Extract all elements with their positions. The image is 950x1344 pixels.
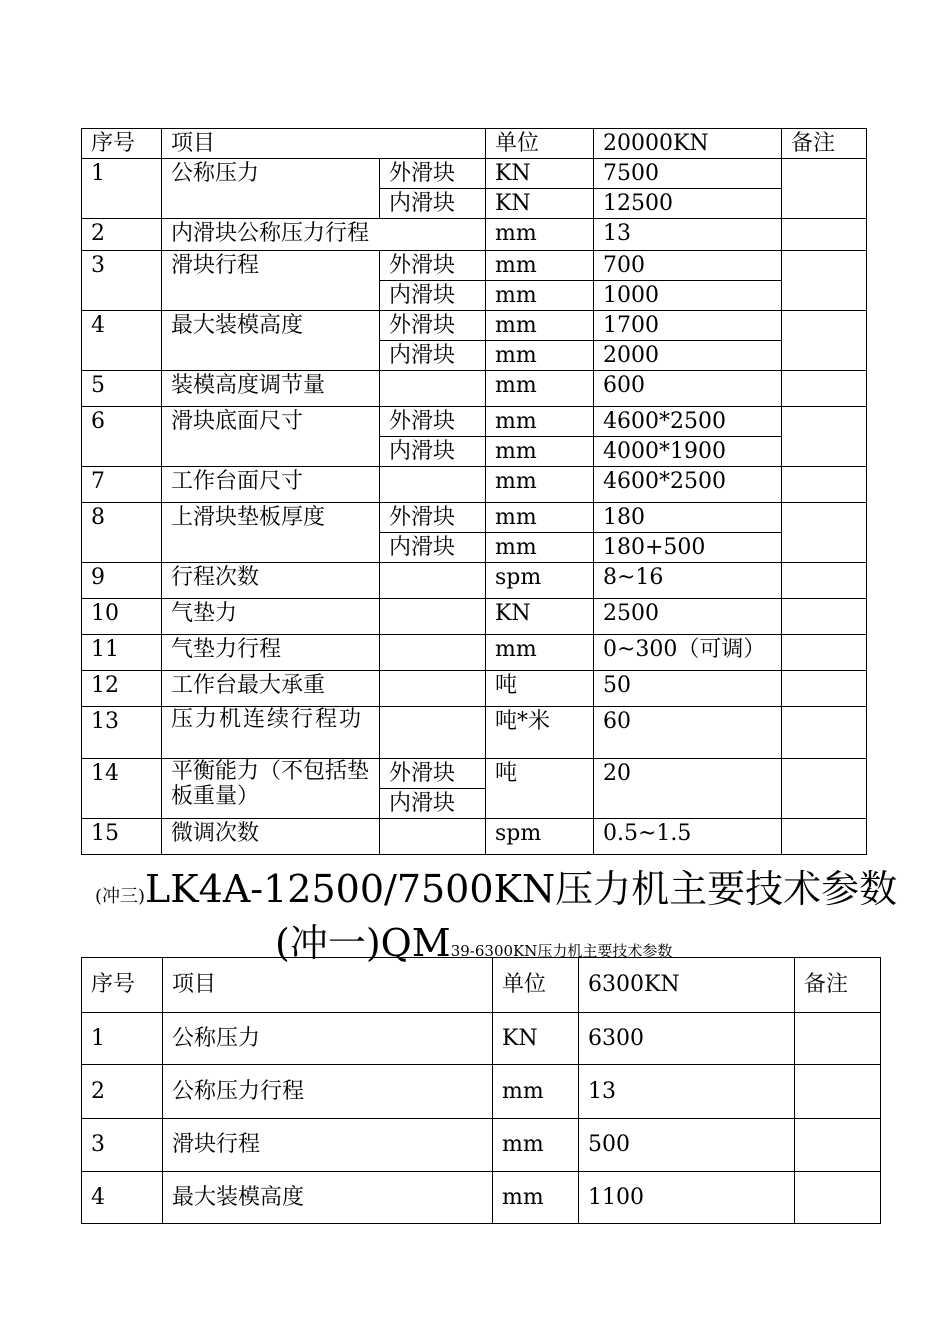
row-unit: 吨 bbox=[486, 671, 594, 707]
row-value: 2000 bbox=[594, 341, 782, 371]
row-no: 10 bbox=[82, 599, 162, 635]
row-remark bbox=[782, 467, 867, 503]
row-unit: mm bbox=[486, 341, 594, 371]
sub-inner: 内滑块 bbox=[380, 789, 486, 819]
row-no: 2 bbox=[82, 219, 162, 251]
row-unit: mm bbox=[486, 407, 594, 437]
row-value: 12500 bbox=[594, 189, 782, 219]
row-no: 7 bbox=[82, 467, 162, 503]
row-value: 50 bbox=[594, 671, 782, 707]
row-sub bbox=[380, 819, 486, 855]
table-row bbox=[82, 1172, 881, 1224]
row-item: 上滑块垫板厚度 bbox=[162, 503, 380, 563]
row-unit: mm bbox=[493, 1172, 579, 1224]
header-value: 6300KN bbox=[579, 958, 795, 1013]
row-remark bbox=[782, 159, 867, 219]
row-no: 9 bbox=[82, 563, 162, 599]
row-item: 滑块底面尺寸 bbox=[162, 407, 380, 467]
row-no: 14 bbox=[82, 759, 162, 819]
row-no: 3 bbox=[82, 1119, 163, 1172]
row-unit: mm bbox=[486, 311, 594, 341]
row-value: 7500 bbox=[594, 159, 782, 189]
sub-inner: 内滑块 bbox=[380, 533, 486, 563]
table-row bbox=[82, 759, 867, 789]
title-prefix: (冲三) bbox=[95, 886, 146, 907]
row-item: 平衡能力（不包括垫板重量） bbox=[162, 759, 380, 819]
row-value: 13 bbox=[579, 1065, 795, 1119]
row-value: 180+500 bbox=[594, 533, 782, 563]
row-remark bbox=[782, 407, 867, 467]
row-value: 20 bbox=[594, 759, 782, 819]
row-item: 工作台面尺寸 bbox=[162, 467, 380, 503]
row-remark bbox=[795, 1065, 881, 1119]
row-remark bbox=[782, 311, 867, 371]
table-row bbox=[82, 599, 867, 635]
row-unit: KN bbox=[486, 159, 594, 189]
row-remark bbox=[782, 759, 867, 819]
header-no: 序号 bbox=[82, 129, 162, 159]
row-unit: mm bbox=[493, 1065, 579, 1119]
header-value: 20000KN bbox=[594, 129, 782, 159]
row-item: 压力机连续行程功 bbox=[162, 707, 380, 759]
row-remark bbox=[782, 219, 867, 251]
row-value: 700 bbox=[594, 251, 782, 281]
table-row bbox=[82, 251, 867, 281]
row-remark bbox=[782, 503, 867, 563]
row-item: 最大装模高度 bbox=[163, 1172, 493, 1224]
press-spec-table-6300kn bbox=[81, 957, 881, 1224]
table-row bbox=[82, 407, 867, 437]
row-unit: KN bbox=[486, 599, 594, 635]
row-remark bbox=[782, 707, 867, 759]
sub-inner: 内滑块 bbox=[380, 189, 486, 219]
row-sub bbox=[380, 707, 486, 759]
row-no: 11 bbox=[82, 635, 162, 671]
header-item: 项目 bbox=[162, 129, 486, 159]
row-value: 0.5~1.5 bbox=[594, 819, 782, 855]
table-row bbox=[82, 219, 867, 251]
header-unit: 单位 bbox=[486, 129, 594, 159]
table-row bbox=[82, 1013, 881, 1065]
row-item: 微调次数 bbox=[162, 819, 380, 855]
title-suffix: 39-6300KN压力机主要技术参数 bbox=[450, 942, 673, 960]
header-no: 序号 bbox=[82, 958, 163, 1013]
row-item: 公称压力行程 bbox=[163, 1065, 493, 1119]
row-unit: mm bbox=[486, 533, 594, 563]
row-unit: spm bbox=[486, 563, 594, 599]
sub-inner: 内滑块 bbox=[380, 341, 486, 371]
row-no: 8 bbox=[82, 503, 162, 563]
row-item: 滑块行程 bbox=[162, 251, 380, 311]
row-value: 4600*2500 bbox=[594, 407, 782, 437]
row-sub bbox=[380, 599, 486, 635]
row-no: 4 bbox=[82, 1172, 163, 1224]
row-remark bbox=[795, 1119, 881, 1172]
row-no: 1 bbox=[82, 159, 162, 219]
row-item: 气垫力 bbox=[162, 599, 380, 635]
row-unit: mm bbox=[486, 635, 594, 671]
table-row bbox=[82, 635, 867, 671]
row-unit: spm bbox=[486, 819, 594, 855]
row-unit: mm bbox=[486, 251, 594, 281]
table-row bbox=[82, 503, 867, 533]
sub-outer: 外滑块 bbox=[380, 251, 486, 281]
row-remark bbox=[782, 635, 867, 671]
row-no: 3 bbox=[82, 251, 162, 311]
row-value: 13 bbox=[594, 219, 782, 251]
row-no: 13 bbox=[82, 707, 162, 759]
row-unit: mm bbox=[486, 371, 594, 407]
row-no: 15 bbox=[82, 819, 162, 855]
table-row bbox=[82, 707, 867, 759]
row-value: 0~300（可调） bbox=[594, 635, 782, 671]
row-item: 公称压力 bbox=[163, 1013, 493, 1065]
row-sub bbox=[380, 563, 486, 599]
row-value: 1700 bbox=[594, 311, 782, 341]
table-row bbox=[82, 159, 867, 189]
header-remark: 备注 bbox=[782, 129, 867, 159]
table-row bbox=[82, 1119, 881, 1172]
row-value: 4600*2500 bbox=[594, 467, 782, 503]
row-remark bbox=[795, 1013, 881, 1065]
sub-outer: 外滑块 bbox=[380, 159, 486, 189]
row-unit: mm bbox=[486, 281, 594, 311]
sub-outer: 外滑块 bbox=[380, 311, 486, 341]
row-remark bbox=[782, 819, 867, 855]
title-main: (冲一)QM bbox=[275, 921, 451, 965]
sub-inner: 内滑块 bbox=[380, 437, 486, 467]
table-header-row bbox=[82, 958, 881, 1013]
row-sub bbox=[380, 671, 486, 707]
row-value: 1000 bbox=[594, 281, 782, 311]
table-row bbox=[82, 371, 867, 407]
table-row bbox=[82, 467, 867, 503]
row-item: 公称压力 bbox=[162, 159, 380, 219]
row-value: 8~16 bbox=[594, 563, 782, 599]
row-item: 气垫力行程 bbox=[162, 635, 380, 671]
row-remark bbox=[782, 671, 867, 707]
table-row bbox=[82, 819, 867, 855]
row-value: 1100 bbox=[579, 1172, 795, 1224]
row-value: 600 bbox=[594, 371, 782, 407]
row-unit: 吨 bbox=[486, 759, 594, 819]
row-sub bbox=[380, 467, 486, 503]
table-row bbox=[82, 671, 867, 707]
row-unit: mm bbox=[493, 1119, 579, 1172]
sub-outer: 外滑块 bbox=[380, 407, 486, 437]
row-value: 6300 bbox=[579, 1013, 795, 1065]
row-item: 工作台最大承重 bbox=[162, 671, 380, 707]
row-unit: mm bbox=[486, 467, 594, 503]
row-remark bbox=[795, 1172, 881, 1224]
header-unit: 单位 bbox=[493, 958, 579, 1013]
row-value: 500 bbox=[579, 1119, 795, 1172]
row-unit: 吨*米 bbox=[486, 707, 594, 759]
row-no: 12 bbox=[82, 671, 162, 707]
row-no: 5 bbox=[82, 371, 162, 407]
row-no: 1 bbox=[82, 1013, 163, 1065]
table-row bbox=[82, 1065, 881, 1119]
table-row bbox=[82, 311, 867, 341]
row-item: 内滑块公称压力行程 bbox=[162, 219, 486, 251]
title-main: LK4A-12500/7500KN压力机主要技术参数 bbox=[145, 867, 898, 911]
row-unit: KN bbox=[486, 189, 594, 219]
row-item: 滑块行程 bbox=[163, 1119, 493, 1172]
row-unit: KN bbox=[493, 1013, 579, 1065]
press-spec-table-20000kn bbox=[81, 128, 867, 855]
sub-outer: 外滑块 bbox=[380, 503, 486, 533]
row-unit: mm bbox=[486, 437, 594, 467]
row-value: 180 bbox=[594, 503, 782, 533]
row-sub bbox=[380, 371, 486, 407]
row-unit: mm bbox=[486, 219, 594, 251]
row-no: 4 bbox=[82, 311, 162, 371]
header-remark: 备注 bbox=[795, 958, 881, 1013]
table-row bbox=[82, 563, 867, 599]
row-sub bbox=[380, 635, 486, 671]
row-value: 4000*1900 bbox=[594, 437, 782, 467]
row-no: 6 bbox=[82, 407, 162, 467]
section-title-lk4a bbox=[95, 858, 897, 913]
table-header-row bbox=[82, 129, 867, 159]
row-value: 2500 bbox=[594, 599, 782, 635]
row-remark bbox=[782, 599, 867, 635]
row-value: 60 bbox=[594, 707, 782, 759]
row-remark bbox=[782, 563, 867, 599]
row-item: 最大装模高度 bbox=[162, 311, 380, 371]
row-item: 装模高度调节量 bbox=[162, 371, 380, 407]
sub-inner: 内滑块 bbox=[380, 281, 486, 311]
row-unit: mm bbox=[486, 503, 594, 533]
sub-outer: 外滑块 bbox=[380, 759, 486, 789]
row-no: 2 bbox=[82, 1065, 163, 1119]
header-item: 项目 bbox=[163, 958, 493, 1013]
row-item: 行程次数 bbox=[162, 563, 380, 599]
row-remark bbox=[782, 371, 867, 407]
row-remark bbox=[782, 251, 867, 311]
